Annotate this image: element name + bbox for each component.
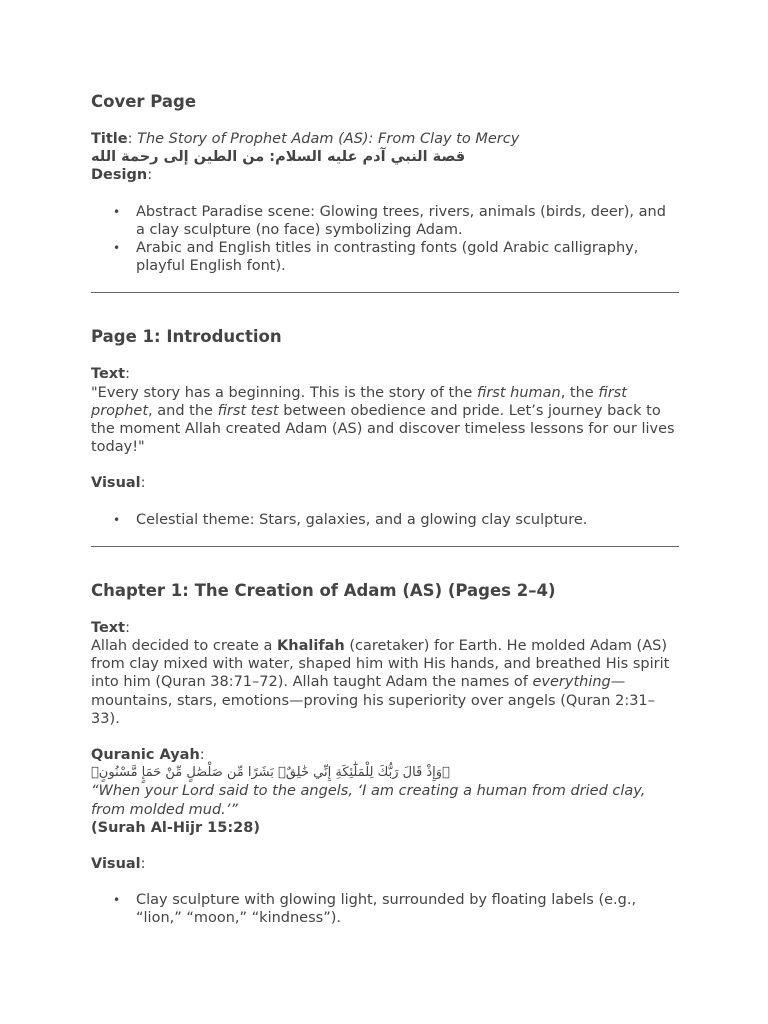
list-item: • Arabic and English titles in contrasting fonts (gold Arabic calligraphy, playful English font).	[136, 239, 679, 275]
cover-title-line: Title: The Story of Prophet Adam (AS): From Clay to Mercy	[91, 131, 520, 147]
ayah-label: Quranic Ayah	[91, 747, 200, 764]
text-segment: Allah decided to create a	[91, 638, 278, 655]
ayah-english-text: “When your Lord said to the angels, ‘I am creating a human from dried clay, from molded mud.’”	[91, 783, 646, 818]
page1-text-label: Text	[91, 366, 126, 383]
text-segment: (caretaker) for Earth. He molded Adam (AS) from clay mixed with water, shaped him with His hands, and breathed His spirit into him (Quran 38:71–72). Allah taught Adam the names of	[91, 638, 670, 691]
list-item: • Abstract Paradise scene: Glowing trees, rivers, animals (birds, deer), and a clay sculpture (no face) symbolizing Adam.	[136, 203, 679, 239]
page1-visual-list	[91, 511, 679, 529]
arabic-title	[91, 148, 679, 166]
ayah-english	[91, 782, 679, 818]
chapter1-visual-list	[91, 891, 679, 927]
text-emphasis: first human	[476, 384, 561, 401]
design-list	[91, 203, 679, 276]
ayah-reference-text: (Surah Al-Hijr 15:28)	[91, 819, 260, 836]
text-emphasis: everything	[532, 674, 611, 691]
chapter1-text	[91, 637, 679, 728]
page1-heading: Page 1: Introduction	[91, 327, 282, 347]
ayah-arabic: ﴿وَإِذْ قَالَ رَبُّكَ لِلْمَلَٰٓئِكَةِ إِنِّي خَٰلِقٌۢ بَشَرًا مِّن صَلْصَٰلٍ مِّنْ حَمَإٍ مَّسْنُونٍ﴾	[91, 765, 450, 781]
design-label: Design	[91, 167, 148, 184]
title-label: Title	[91, 131, 128, 147]
page1-text	[91, 384, 679, 457]
page1-visual-line: Visual:	[91, 475, 146, 492]
design-line: Design:	[91, 167, 153, 184]
text-segment: between obedience and pride. Let’s journey back to the moment Allah created Adam (AS) and discover timeless lessons for our lives today!"	[91, 402, 675, 456]
title-value: The Story of Prophet Adam (AS): From Clay to Mercy	[137, 131, 520, 147]
document-content	[91, 92, 679, 928]
text-segment: —mountains, stars, emotions—proving his superiority over angels (Quran 2:31–33).	[91, 674, 655, 727]
ayah-label-line: Quranic Ayah:	[91, 747, 205, 764]
text-segment: "Every story has a beginning. This is the story of the	[91, 384, 477, 401]
page1-visual-label: Visual	[91, 475, 141, 492]
ayah-reference	[91, 819, 679, 837]
text-emphasis: first prophet	[91, 384, 627, 419]
chapter1-heading: Chapter 1: The Creation of Adam (AS) (Pages 2–4)	[91, 580, 556, 600]
arabic-title-text: قصة النبي آدم عليه السلام: من الطين إلى رحمة الله	[91, 149, 466, 166]
cover-heading: Cover Page	[91, 92, 197, 111]
text-strong: Khalifah	[277, 638, 345, 655]
chapter1-text-label: Text	[91, 619, 126, 636]
chapter1-visual-label: Visual	[91, 856, 141, 873]
chapter1-text-label-line: Text:	[91, 619, 130, 636]
text-segment: , and the	[148, 402, 218, 419]
text-segment: , the	[560, 384, 599, 401]
page1-text-label-line: Text:	[91, 366, 130, 383]
list-item: • Celestial theme: Stars, galaxies, and a glowing clay sculpture.	[136, 511, 679, 529]
text-emphasis: first test	[217, 402, 279, 419]
chapter1-visual-line: Visual:	[91, 856, 146, 873]
list-item: • Clay sculpture with glowing light, surrounded by floating labels (e.g., “lion,” “moon,” “kindness”).	[136, 891, 679, 927]
